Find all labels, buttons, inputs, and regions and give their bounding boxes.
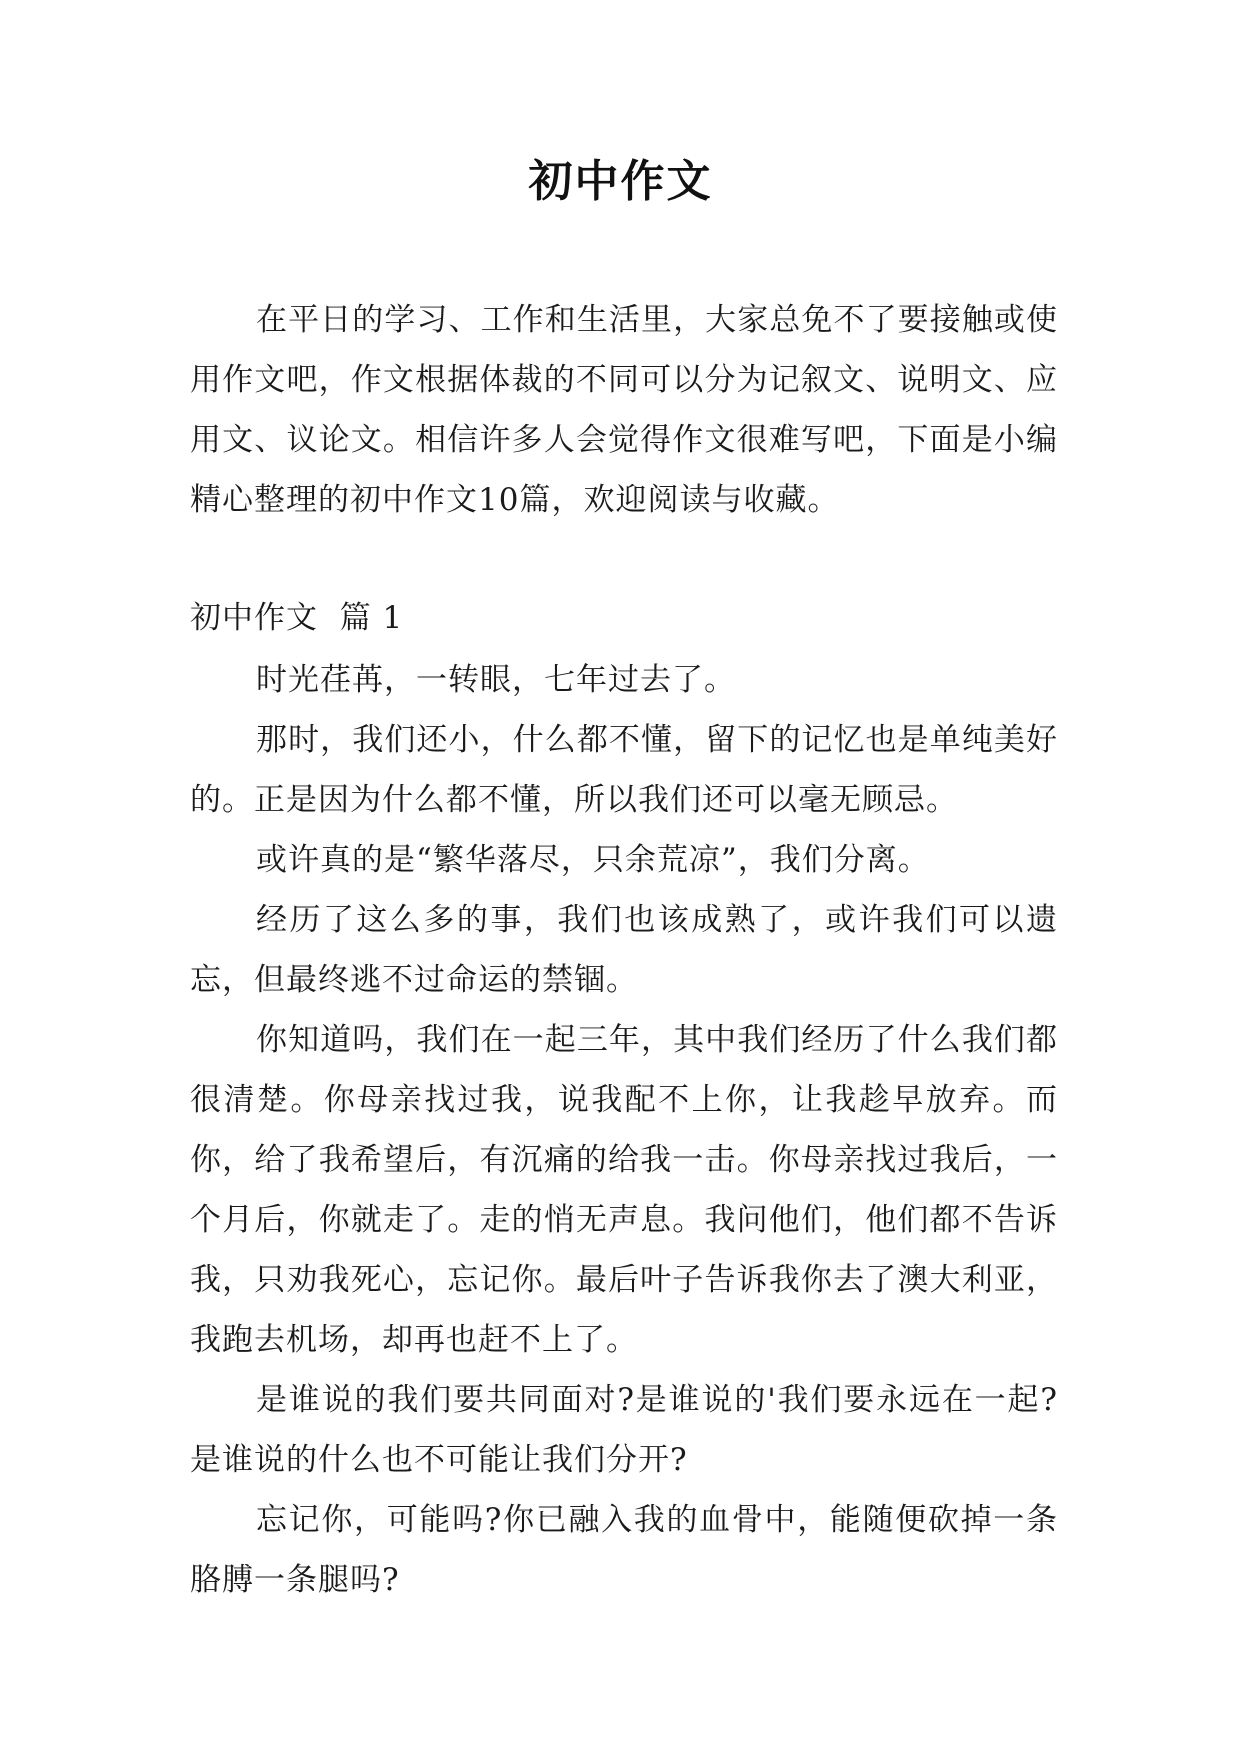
body-paragraph: 是谁说的我们要共同面对?是谁说的'我们要永远在一起?是谁说的什么也不可能让我们分开? (190, 1382, 1058, 1478)
body-paragraph: 或许真的是“繁华落尽，只余荒凉”，我们分离。 (256, 842, 930, 878)
section-body (190, 650, 1058, 1610)
body-paragraph: 经历了这么多的事，我们也该成熟了，或许我们可以遗忘，但最终逃不过命运的禁锢。 (190, 902, 1058, 998)
body-paragraph: 时光荏苒，一转眼，七年过去了。 (256, 662, 736, 698)
section-heading: 初中作文 篇 1 (190, 600, 404, 636)
document-title: 初中作文 (528, 156, 713, 207)
body-paragraph: 你知道吗，我们在一起三年，其中我们经历了什么我们都很清楚。你母亲找过我，说我配不上你，让我趁早放弃。而你，给了我希望后，有沉痛的给我一击。你母亲找过我后，一个月后，你就走了。走的悄无声息。我问他们，他们都不告诉我，只劝我死心，忘记你。最后叶子告诉我你去了澳大利亚，我跑去机场，却再也赶不上了。 (190, 1022, 1058, 1358)
document-body (190, 290, 1058, 1610)
body-paragraph: 那时，我们还小，什么都不懂，留下的记忆也是单纯美好的。正是因为什么都不懂，所以我们还可以毫无顾忌。 (190, 722, 1058, 818)
body-paragraph: 忘记你，可能吗?你已融入我的血骨中，能随便砍掉一条胳膊一条腿吗? (190, 1502, 1058, 1598)
intro-paragraph: 在平日的学习、工作和生活里，大家总免不了要接触或使用作文吧，作文根据体裁的不同可以分为记叙文、说明文、应用文、议论文。相信许多人会觉得作文很难写吧，下面是小编精心整理的初中作文10篇，欢迎阅读与收藏。 (190, 302, 1058, 518)
